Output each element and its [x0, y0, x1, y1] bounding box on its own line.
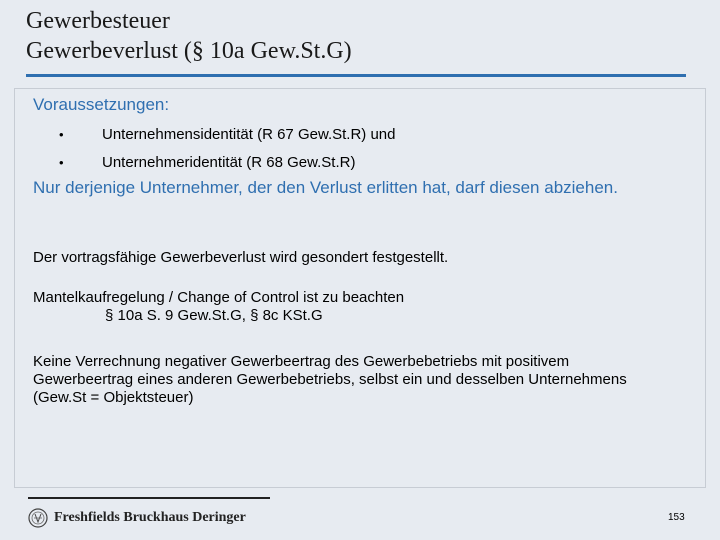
list-item-text: Unternehmensidentität (R 67 Gew.St.R) und — [102, 126, 396, 143]
page-number: 153 — [668, 512, 685, 523]
list-item — [59, 154, 355, 171]
deduction-note: Nur derjenige Unternehmer, der den Verlust erlitten hat, darf diesen abziehen. — [33, 178, 618, 197]
bullet-icon: • — [59, 155, 64, 170]
list-item-text: Unternehmeridentität (R 68 Gew.St.R) — [102, 154, 356, 171]
list-item — [59, 126, 395, 143]
paragraph-loss-assessment: Der vortragsfähige Gewerbeverlust wird gesondert festgestellt. — [33, 249, 449, 266]
crest-icon — [28, 508, 48, 528]
title-block — [26, 6, 352, 66]
content-box — [14, 88, 706, 488]
company-logo-text: Freshfields Bruckhaus Deringer — [54, 510, 246, 525]
page-title: Gewerbesteuer — [26, 8, 170, 34]
footer-divider — [28, 497, 270, 499]
bullet-icon: • — [59, 127, 64, 142]
requirements-heading: Voraussetzungen: — [33, 95, 170, 114]
title-divider — [26, 74, 686, 77]
page-subtitle: Gewerbeverlust (§ 10a Gew.St.G) — [26, 38, 352, 64]
paragraph-no-offsetting: Keine Verrechnung negativer Gewerbeertrag des Gewerbebetriebs mit positivem Gewerbeertrag eines anderen Gewerbebetriebs, selbst ein und desselben Unternehmens (Gew.St = Objektsteuer) — [33, 353, 627, 406]
paragraph-change-of-control — [33, 289, 673, 325]
paragraph-line: Mantelkaufregelung / Change of Control ist zu beachten — [33, 289, 405, 306]
paragraph-citation: § 10a S. 9 Gew.St.G, § 8c KSt.G — [105, 307, 323, 324]
